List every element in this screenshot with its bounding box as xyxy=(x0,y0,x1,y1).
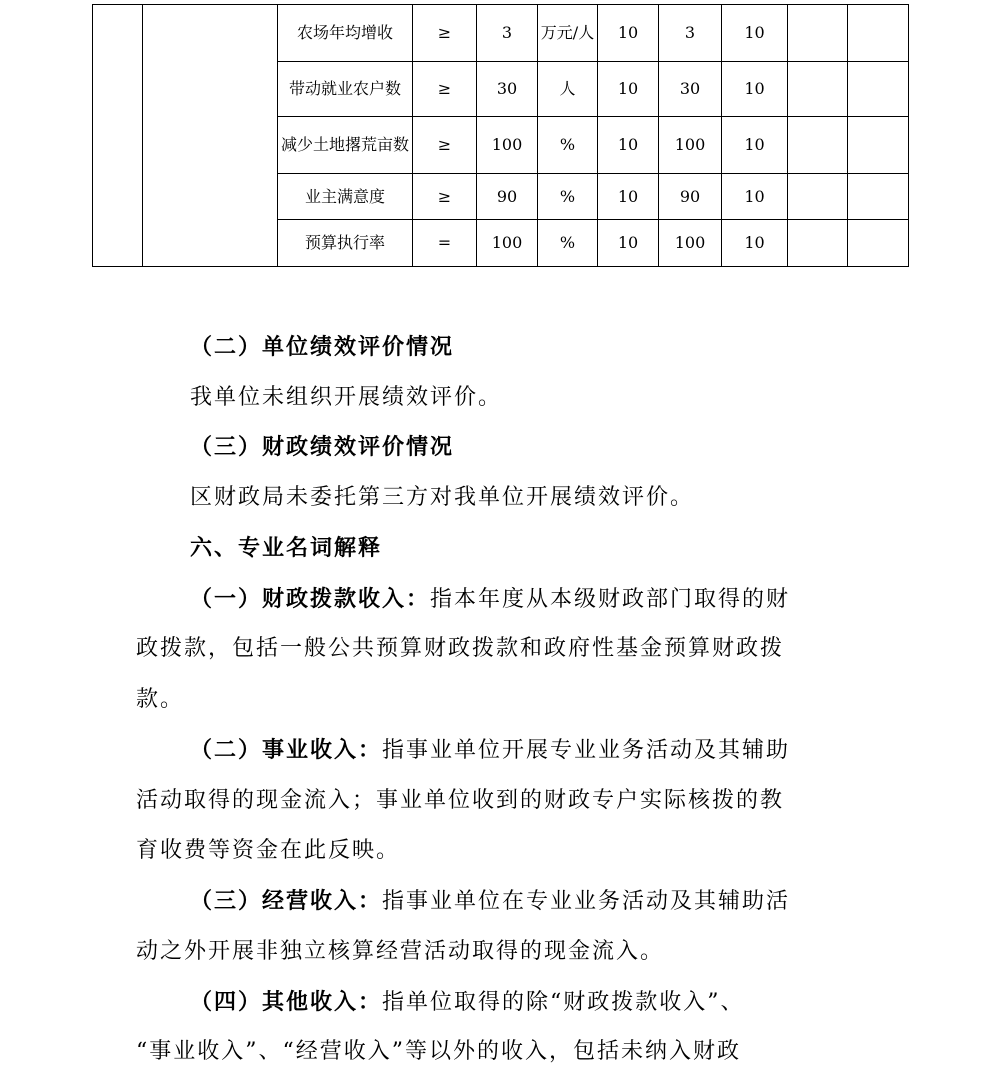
score: 10 xyxy=(722,62,788,117)
score: 10 xyxy=(722,117,788,174)
empty-cell xyxy=(788,117,848,174)
term-definition: 指本年度从本级财政部门取得的财 xyxy=(430,587,791,612)
term-definition-line: 款。 xyxy=(136,687,185,712)
section-heading-unit-evaluation: （二）单位绩效评价情况 xyxy=(190,334,455,360)
weight: 10 xyxy=(598,5,659,62)
empty-cell xyxy=(788,220,848,267)
term-definition: 指事业单位开展专业业务活动及其辅助 xyxy=(382,738,791,763)
term-line xyxy=(190,725,790,777)
unit: 人 xyxy=(538,62,598,117)
empty-cell xyxy=(848,62,909,117)
section-text-unit-evaluation: 我单位未组织开展绩效评价。 xyxy=(190,385,503,410)
term-definition-line: 活动取得的现金流入；事业单位收到的财政专户实际核拨的教 xyxy=(136,788,785,813)
merged-cell-b xyxy=(143,5,278,267)
comparison-operator: = xyxy=(413,220,477,267)
indicator-name: 预算执行率 xyxy=(278,220,413,267)
term-definition-line: 动之外开展非独立核算经营活动取得的现金流入。 xyxy=(136,939,665,964)
score: 10 xyxy=(722,174,788,220)
empty-cell xyxy=(848,174,909,220)
term-definition-line: 育收费等资金在此反映。 xyxy=(136,838,401,863)
actual-value: 30 xyxy=(659,62,722,117)
section-heading-fiscal-evaluation: （三）财政绩效评价情况 xyxy=(190,434,455,460)
actual-value: 100 xyxy=(659,220,722,267)
weight: 10 xyxy=(598,174,659,220)
merged-cell-a xyxy=(93,5,143,267)
section-text-fiscal-evaluation: 区财政局未委托第三方对我单位开展绩效评价。 xyxy=(190,485,695,510)
empty-cell xyxy=(848,117,909,174)
comparison-operator: ≥ xyxy=(413,117,477,174)
table-row xyxy=(93,5,909,62)
actual-value: 100 xyxy=(659,117,722,174)
actual-value: 3 xyxy=(659,5,722,62)
weight: 10 xyxy=(598,62,659,117)
empty-cell xyxy=(848,220,909,267)
term-definition-line: “事业收入”、“经营收入”等以外的收入，包括未纳入财政 xyxy=(136,1039,741,1064)
term-name: （四）其他收入： xyxy=(190,989,383,1015)
unit: % xyxy=(538,174,598,220)
term-definition: 指事业单位在专业业务活动及其辅助活 xyxy=(382,889,791,914)
term-line xyxy=(190,876,790,928)
unit: % xyxy=(538,220,598,267)
term-definition-line: 政拨款，包括一般公共预算财政拨款和政府性基金预算财政拨 xyxy=(136,636,785,661)
term-name: （三）经营收入： xyxy=(190,888,383,914)
unit: % xyxy=(538,117,598,174)
empty-cell xyxy=(788,174,848,220)
empty-cell xyxy=(788,62,848,117)
term-line xyxy=(190,977,745,1029)
weight: 10 xyxy=(598,117,659,174)
comparison-operator: ≥ xyxy=(413,5,477,62)
comparison-operator: ≥ xyxy=(413,62,477,117)
unit: 万元/人 xyxy=(538,5,598,62)
term-definition: 指单位取得的除“财政拨款收入”、 xyxy=(382,990,745,1015)
empty-cell xyxy=(788,5,848,62)
empty-cell xyxy=(848,5,909,62)
score: 10 xyxy=(722,5,788,62)
target-value: 30 xyxy=(477,62,538,117)
target-value: 100 xyxy=(477,117,538,174)
performance-indicator-table xyxy=(92,4,909,267)
actual-value: 90 xyxy=(659,174,722,220)
indicator-name: 带动就业农户数 xyxy=(278,62,413,117)
term-name: （二）事业收入： xyxy=(190,737,383,763)
target-value: 3 xyxy=(477,5,538,62)
term-name: （一）财政拨款收入： xyxy=(190,586,431,612)
score: 10 xyxy=(722,220,788,267)
indicator-name: 业主满意度 xyxy=(278,174,413,220)
term-line xyxy=(190,574,790,626)
target-value: 90 xyxy=(477,174,538,220)
weight: 10 xyxy=(598,220,659,267)
indicator-name: 农场年均增收 xyxy=(278,5,413,62)
indicator-name: 减少土地撂荒亩数 xyxy=(278,117,413,174)
section-heading-terms: 六、专业名词解释 xyxy=(190,535,383,561)
comparison-operator: ≥ xyxy=(413,174,477,220)
target-value: 100 xyxy=(477,220,538,267)
